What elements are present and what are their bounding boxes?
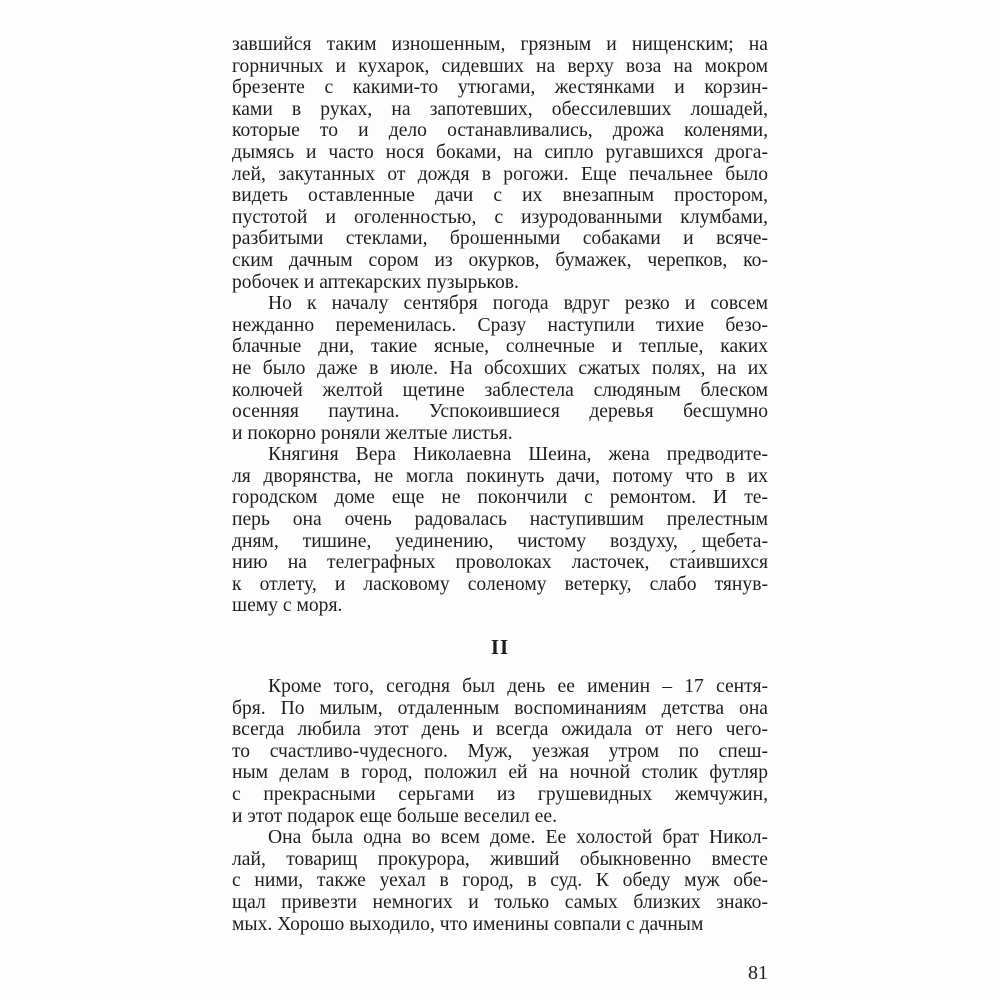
text-line: видеть оставленные дачи с их внезапным простором, bbox=[232, 185, 768, 207]
text-line: с прекрасными серьгами из грушевидных жемчужин, bbox=[232, 784, 768, 805]
text-line: щал привезти немногих и только самых близких знако- bbox=[232, 891, 768, 913]
text-line: Но к началу сентября погода вдруг резко и совсем bbox=[268, 293, 768, 315]
text-line: лай, товарищ прокурора, живший обыкновенно вместе bbox=[232, 848, 768, 870]
text-line: нежданно переменилась. Сразу наступили тихие безо- bbox=[232, 314, 768, 336]
text-line: брезенте с какими-то утюгами, жестянками и корзин- bbox=[232, 77, 768, 99]
text-line: ля дворянства, не могла покинуть дачи, потому что в их bbox=[232, 465, 768, 487]
text-line: робочек и аптекарских пузырьков. bbox=[232, 271, 519, 293]
text-line: мых. Хорошо выходило, что именины совпали с дачным bbox=[232, 913, 704, 935]
text-line: лей, закутанных от дождя в рогожи. Еще печальнее было bbox=[232, 163, 768, 185]
text-line: Она была одна во всем доме. Ее холостой брат Никол- bbox=[268, 827, 768, 849]
text-line: ским дачным сором из окурков, бумажек, черепков, ко- bbox=[232, 249, 768, 271]
section-after-heading bbox=[232, 676, 768, 935]
text-line: нию на телеграфных проволоках ласточек, ста́ившихся bbox=[232, 552, 768, 574]
page-number: 81 bbox=[748, 962, 768, 984]
section-before-heading bbox=[232, 34, 768, 617]
text-line: разбитыми стеклами, брошенными собаками и всяче- bbox=[232, 228, 768, 250]
text-line: блачные дни, такие ясные, солнечные и теплые, каких bbox=[232, 336, 768, 358]
text-line: горничных и кухарок, сидевших на верху воза на мокром bbox=[232, 55, 768, 77]
chapter-heading: II bbox=[490, 635, 510, 660]
text-line: дымясь и часто нося боками, на сипло ругавшихся дрога- bbox=[232, 141, 768, 163]
text-line: с ними, также уехал в город, в суд. К обеду муж обе- bbox=[232, 870, 768, 892]
text-line: пустотой и оголенностью, с изуродованными клумбами, bbox=[232, 206, 768, 228]
text-line: и покорно роняли желтые листья. bbox=[232, 422, 513, 444]
paragraph bbox=[232, 34, 768, 293]
text-column bbox=[232, 34, 768, 935]
paragraph bbox=[232, 676, 768, 827]
text-line: ками в руках, на запотевших, обессилевших лошадей, bbox=[232, 98, 768, 120]
paragraph bbox=[232, 293, 768, 444]
text-line: городском доме еще не покончили с ремонтом. И те- bbox=[232, 487, 768, 509]
text-line: перь она очень радовалась наступившим прелестным bbox=[232, 509, 768, 531]
text-line: Кроме того, сегодня был день ее именин – 17 сентя- bbox=[268, 676, 768, 698]
text-line: не было даже в июле. На обсохших сжатых полях, на их bbox=[232, 357, 768, 379]
text-line: бря. По милым, отдаленным воспоминаниям детства она bbox=[232, 697, 768, 719]
text-line: и этот подарок еще больше веселил ее. bbox=[232, 805, 557, 827]
text-line: завшийся таким изношенным, грязным и нищенским; на bbox=[232, 34, 768, 55]
text-line: дням, тишине, уединению, чистому воздуху, щебета- bbox=[232, 530, 768, 552]
text-line: осенняя паутина. Успокоившиеся деревья бесшумно bbox=[232, 401, 768, 423]
paragraph bbox=[232, 444, 768, 617]
text-line: к отлету, и ласковому соленому ветерку, слабо тянув- bbox=[232, 573, 768, 595]
text-line: которые то и дело останавливались, дрожа коленями, bbox=[232, 120, 768, 142]
paragraph bbox=[232, 827, 768, 935]
text-line: колючей желтой щетине заблестела слюдяным блеском bbox=[232, 379, 768, 401]
text-line: то счастливо-чудесного. Муж, уезжая утром по спеш- bbox=[232, 740, 768, 762]
text-line: всегда любила этот день и всегда ожидала от него чего- bbox=[232, 719, 768, 741]
text-line: шему с моря. bbox=[232, 595, 343, 617]
text-line: Княгиня Вера Николаевна Шеина, жена предводите- bbox=[268, 444, 768, 466]
text-line: ным делам в город, положил ей на ночной столик футляр bbox=[232, 762, 768, 784]
